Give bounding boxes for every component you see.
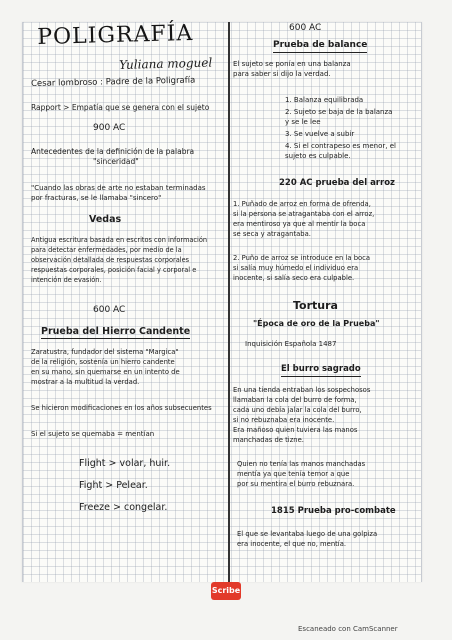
heading-hierro-candente: Prueba del Hierro Candente xyxy=(41,326,191,337)
year-600-left: 600 AC xyxy=(93,305,126,315)
heading-arroz: 220 AC prueba del arroz xyxy=(279,178,395,188)
scribe-logo-text: Scribe xyxy=(211,586,241,595)
balance-step-4b: sujeto es culpable. xyxy=(285,152,351,160)
balance-step-4: 4. Si el contrapeso es menor, el xyxy=(285,142,396,150)
zaratustra-line-2: de la religión, sostenía un hierro candente xyxy=(31,358,175,366)
arroz-2-line-1: 2. Puño de arroz se introduce en la boca xyxy=(233,254,371,262)
arroz-1-line-1: 1. Puñado de arroz en forma de ofrenda, xyxy=(233,200,371,208)
inquisicion-line: Inquisición Española 1487 xyxy=(245,340,337,348)
balance-step-1: 1. Balanza equilibrada xyxy=(285,96,364,104)
vedas-line-3: observación detallada de respuestas corporales xyxy=(31,256,190,264)
sujeto-quemaba-line: Si el sujeto se quemaba = mentían xyxy=(31,430,155,438)
burro-line-4: si no rebuznaba era inocente. xyxy=(233,416,335,424)
burro-line-2: llamaban la cola del burro de forma, xyxy=(233,396,357,404)
fight-line: Fight > Pelear. xyxy=(79,480,148,491)
burro-line-1: En una tienda entraban los sospechosos xyxy=(233,386,371,394)
epoca-oro-line: "Época de oro de la Prueba" xyxy=(253,319,380,328)
cesar-line: Cesar lombroso : Padre de la Poligrafía xyxy=(30,75,196,89)
antecedentes-line-2: "sinceridad" xyxy=(93,157,139,166)
balance-step-2b: y se le lee xyxy=(285,118,321,126)
zaratustra-line-3: en su mano, sin quemarse en un intento de xyxy=(31,368,180,376)
vedas-line-4: respuestas corporales, posición facial y corporal e xyxy=(31,266,197,274)
arroz-1-line-3: era mentiroso ya que al mentir la boca xyxy=(233,220,366,228)
year-600-right: 600 AC xyxy=(289,23,322,33)
heading-vedas: Vedas xyxy=(89,214,122,225)
arroz-2-line-2: si salía muy húmedo el individuo era xyxy=(233,264,359,272)
arroz-1-line-2: si la persona se atragantaba con el arroz, xyxy=(233,210,375,218)
freeze-line: Freeze > congelar. xyxy=(79,502,168,513)
antecedentes-line-1: Antecedentes de la definición de la palabra xyxy=(31,147,195,156)
year-900: 900 AC xyxy=(93,123,126,133)
modificaciones-line: Se hicieron modificaciones en los años subsecuentes xyxy=(31,404,212,412)
arroz-2-line-3: inocente, si salía seco era culpable. xyxy=(233,274,355,282)
quien-line-2: mentía ya que tenía temor a que xyxy=(237,470,350,478)
column-divider xyxy=(228,22,230,582)
burro-line-5: Era mañoso quien tuviera las manos xyxy=(233,426,358,434)
rapport-line: Rapport > Empatía que se genera con el sujeto xyxy=(31,103,210,112)
balance-step-2: 2. Sujeto se baja de la balanza xyxy=(285,108,393,116)
zaratustra-line-1: Zaratustra, fundador del sistema "Margica" xyxy=(31,348,179,356)
vedas-line-1: Antigua escritura basada en escritos con información xyxy=(31,236,208,244)
heading-burro: El burro sagrado xyxy=(281,364,361,377)
arroz-1-line-4: se seca y atragantaba. xyxy=(233,230,311,238)
quien-line-3: por su mentira el burro rebuznara. xyxy=(237,480,355,488)
vedas-line-5: intención de evasión. xyxy=(31,276,102,284)
heading-1815: 1815 Prueba pro-combate xyxy=(271,506,396,516)
balance-intro-2: para saber si dijo la verdad. xyxy=(233,70,331,78)
burro-line-6: manchadas de tizne. xyxy=(233,436,304,444)
burro-line-3: cada uno debía jalar la cola del burro, xyxy=(233,406,362,414)
heading-tortura: Tortura xyxy=(293,299,338,312)
flight-line: Flight > volar, huir. xyxy=(79,458,171,469)
heading-balance: Prueba de balance xyxy=(273,40,367,53)
scribe-logo xyxy=(211,582,241,600)
page-title: POLIGRAFÍA xyxy=(36,20,194,50)
combate-line-2: era inocente, el que no, mentía. xyxy=(237,540,347,548)
balance-intro-1: El sujeto se ponía en una balanza xyxy=(233,60,351,68)
camscanner-watermark: Escaneado con CamScanner xyxy=(298,625,398,633)
notebook-page xyxy=(22,22,422,582)
quien-line-1: Quien no tenía las manos manchadas xyxy=(237,460,366,468)
author-name: Yuliana moguel xyxy=(119,55,213,72)
combate-line-1: El que se levantaba luego de una golpiza xyxy=(237,530,378,538)
cuando-line-2: por fracturas, se le llamaba "sincero" xyxy=(31,194,162,202)
vedas-line-2: para detectar enfermedades, por medio de la xyxy=(31,246,182,254)
zaratustra-line-4: mostrar a la multitud la verdad. xyxy=(31,378,140,386)
balance-step-3: 3. Se vuelve a subir xyxy=(285,130,355,138)
cuando-line-1: "Cuando las obras de arte no estaban terminadas xyxy=(31,184,206,192)
